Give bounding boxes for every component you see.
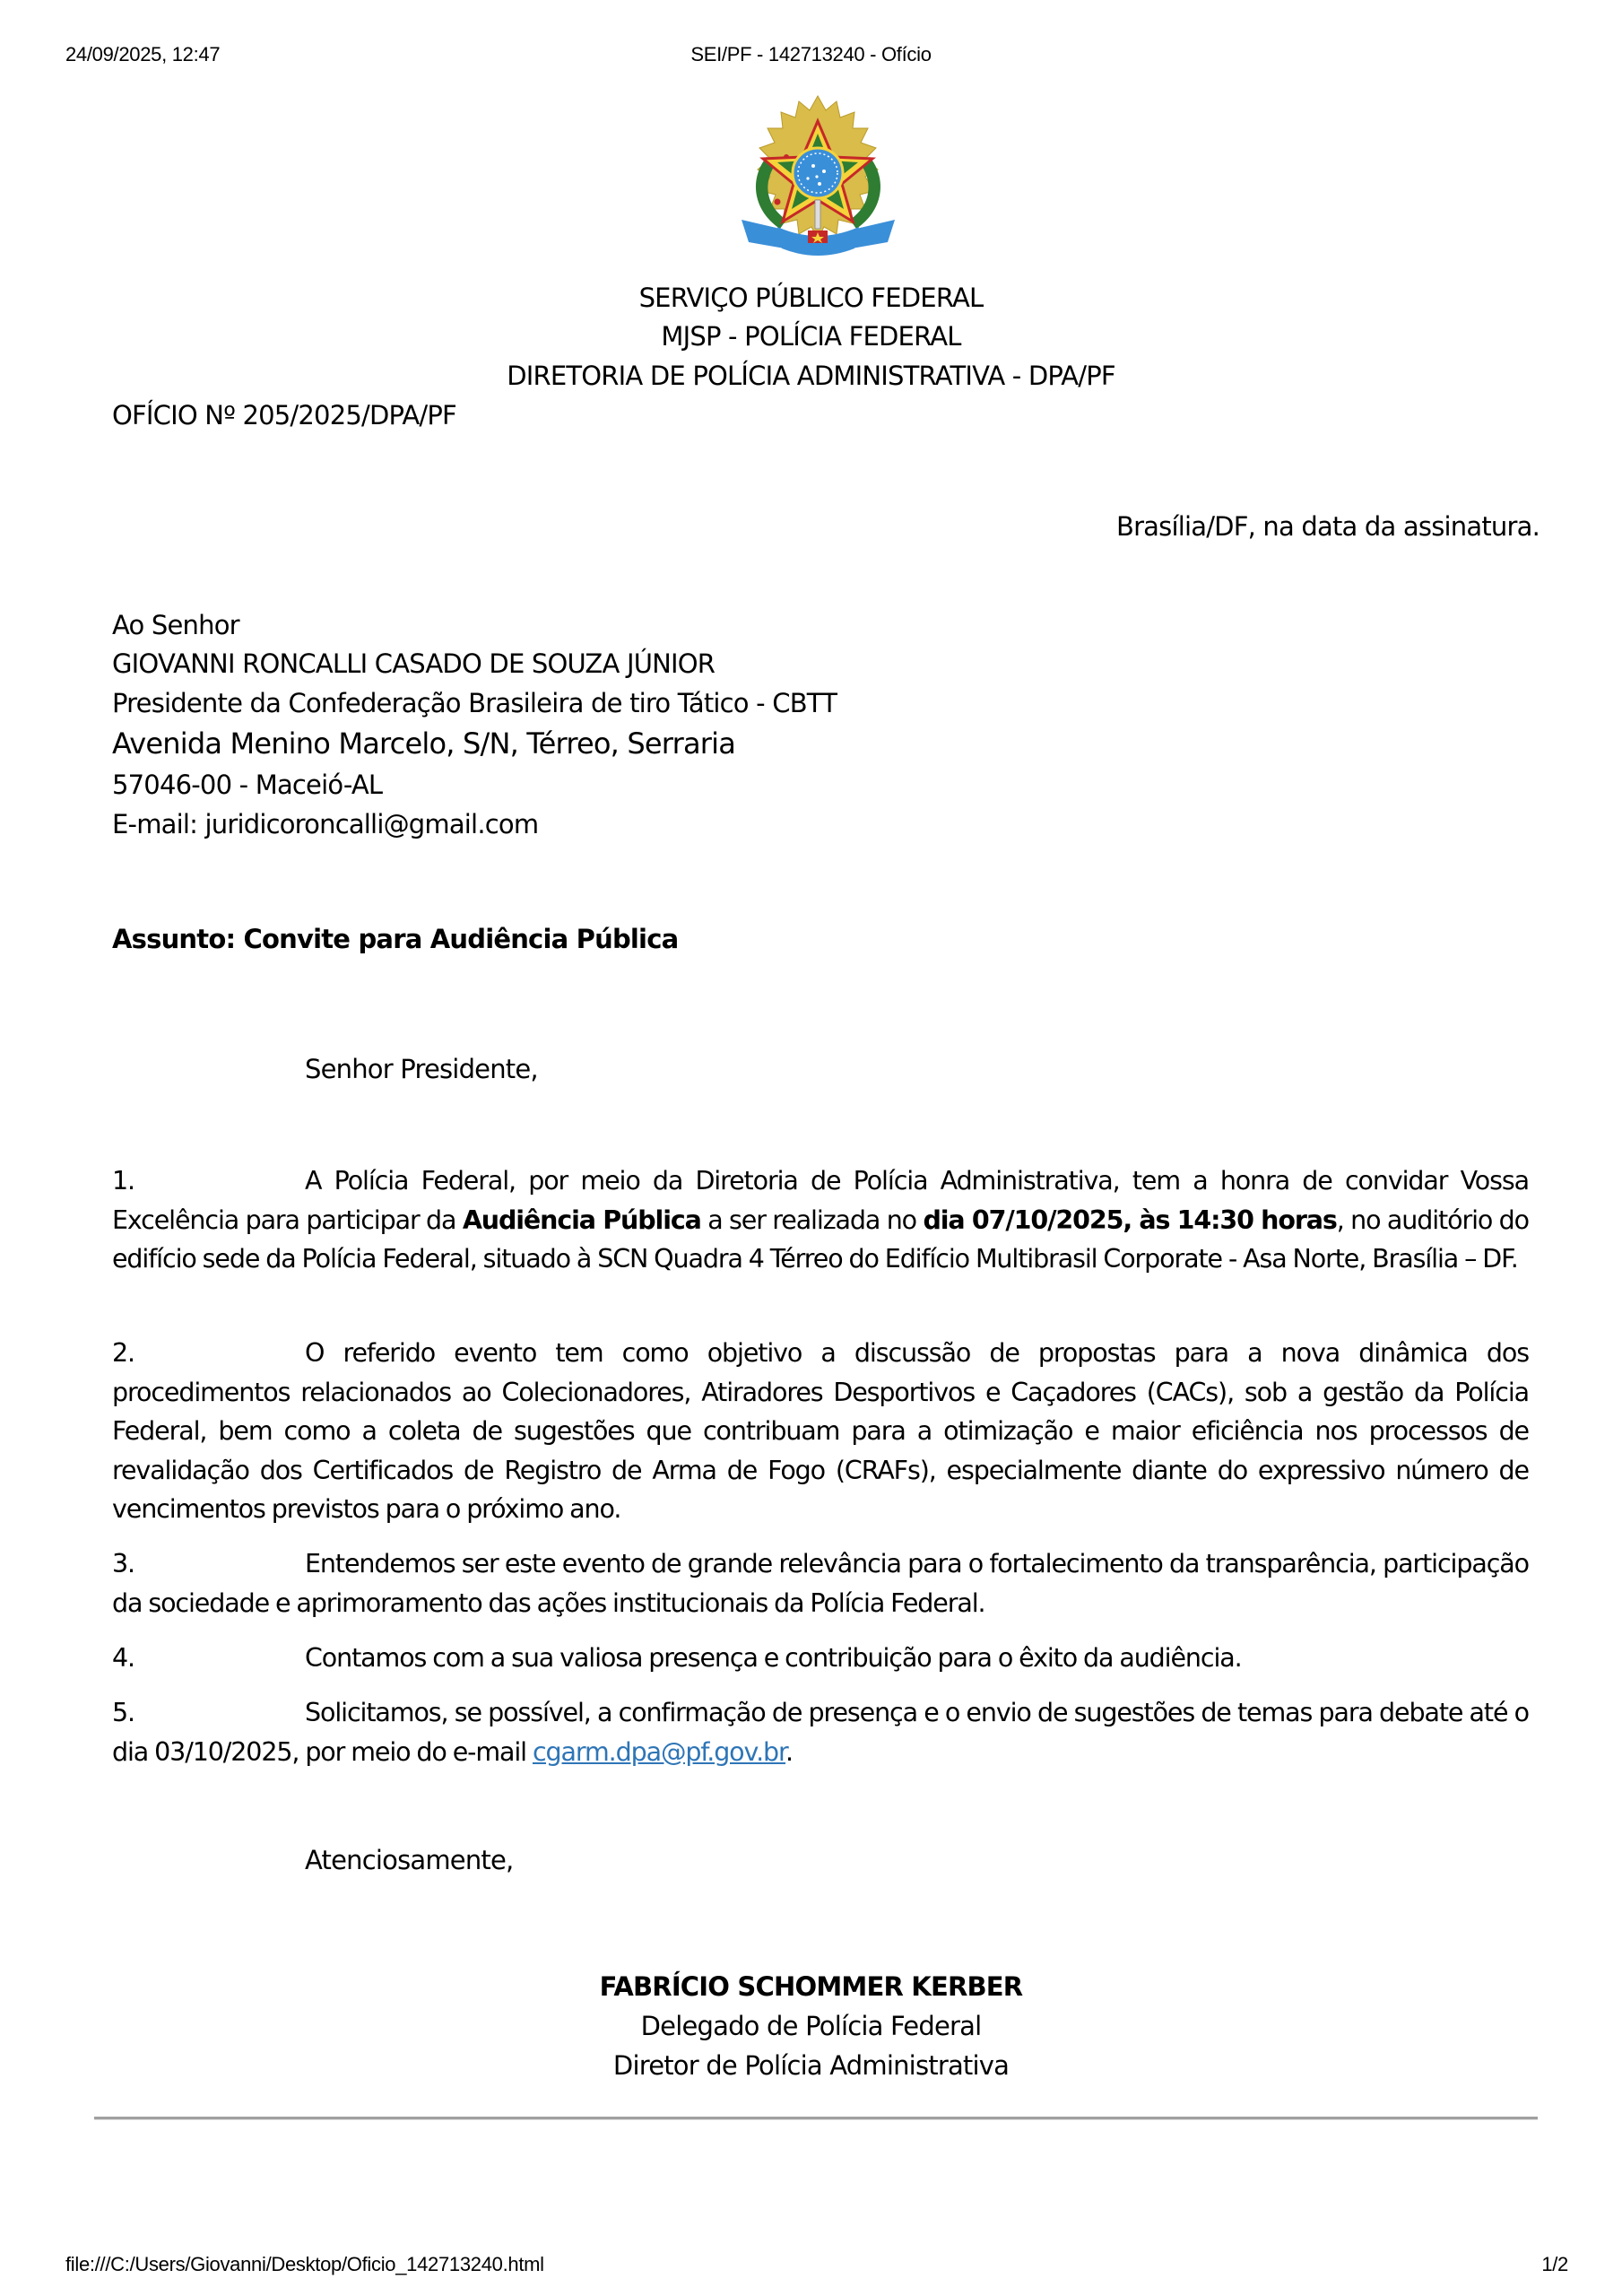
print-footer-page: 1/2 [1541, 2253, 1568, 2275]
print-header-datetime: 24/09/2025, 12:47 [65, 43, 221, 65]
paragraph-bold-text: Audiência Pública [462, 1205, 701, 1235]
brazil-coat-of-arms-emblem [731, 94, 906, 265]
header-line-ministry: MJSP - POLÍCIA FEDERAL [661, 321, 961, 352]
horizontal-divider [94, 2117, 1538, 2120]
paragraph-3 [112, 1544, 1529, 1622]
signatory-name: FABRÍCIO SCHOMMER KERBER [599, 1971, 1023, 2002]
header-line-directorate: DIRETORIA DE POLÍCIA ADMINISTRATIVA - DPA/PF [507, 361, 1115, 391]
sword-shape [815, 200, 820, 229]
addressee-email: E-mail: juridicoroncalli@gmail.com [112, 809, 539, 839]
paragraph-2 [112, 1334, 1529, 1529]
paragraph-text: A Polícia Federal, por meio da Diretoria de Polícia Administrativa, tem a honra de convidar Vossa Excelência para participar da [112, 1166, 1529, 1235]
print-header-title: SEI/PF - 142713240 - Ofício [690, 43, 932, 65]
paragraph-text: , no auditório do edifício sede da Polícia Federal, situado à SCN Quadra 4 Térreo do Edifício Multibrasil Corporate - Asa Norte, Brasília – DF. [112, 1205, 1529, 1274]
salutation: Senhor Presidente, [305, 1054, 538, 1084]
addressee-city: 57046-00 - Maceió-AL [112, 770, 383, 800]
place-date: Brasília/DF, na data da assinatura. [1115, 511, 1540, 542]
paragraph-bold-date: dia 07/10/2025, às 14:30 horas [923, 1205, 1337, 1235]
paragraph-1 [112, 1161, 1529, 1279]
email-link[interactable]: cgarm.dpa@pf.gov.br [532, 1736, 786, 1767]
signatory-role: Diretor de Polícia Administrativa [612, 2050, 1010, 2081]
paragraph-text: a ser realizada no [700, 1205, 924, 1235]
paragraph-text: Solicitamos, se possível, a confirmação de presença e o envio de sugestões de temas para debate até o dia 03/10/2025, por meio do e-mail [112, 1698, 1529, 1767]
paragraph-text: . [785, 1736, 793, 1767]
paragraph-number: 5. [112, 1698, 134, 1727]
paragraph-text: O referido evento tem como objetivo a discussão de propostas para a nova dinâmica dos procedimentos relacionados ao Colecionadores, Atiradores Desportivos e Caçadores (CACs), sob a gestão da Polícia Federal, bem como a coleta de sugestões que contribuam para a otimização e maior eficiência nos processos de revalidação dos Certificados de Registro de Arma de Fogo (CRAFs), especialmente diante do expressivo número de vencimentos previstos para o próximo ano. [112, 1338, 1529, 1525]
document-number: OFÍCIO Nº 205/2025/DPA/PF [112, 400, 456, 430]
paragraph-text: Contamos com a sua valiosa presença e contribuição para o êxito da audiência. [305, 1643, 1242, 1673]
paragraph-5 [112, 1693, 1529, 1771]
addressee-street: Avenida Menino Marcelo, S/N, Térreo, Serraria [112, 726, 736, 761]
paragraph-number: 3. [112, 1549, 134, 1578]
addressee-name: GIOVANNI RONCALLI CASADO DE SOUZA JÚNIOR [112, 648, 716, 679]
addressee-greeting: Ao Senhor [112, 610, 239, 640]
blue-circle-shape [793, 148, 843, 198]
paragraph-number: 1. [112, 1166, 134, 1196]
print-footer-path: file:///C:/Users/Giovanni/Desktop/Oficio_142713240.html [65, 2253, 544, 2275]
header-line-service: SERVIÇO PÚBLICO FEDERAL [638, 283, 984, 313]
addressee-position: Presidente da Confederação Brasileira de tiro Tático - CBTT [112, 688, 837, 718]
subject-line: Assunto: Convite para Audiência Pública [112, 924, 679, 954]
closing: Atenciosamente, [305, 1845, 514, 1875]
paragraph-number: 4. [112, 1643, 134, 1673]
signatory-title: Delegado de Polícia Federal [640, 2011, 982, 2041]
paragraph-number: 2. [112, 1338, 134, 1368]
paragraph-text: Entendemos ser este evento de grande relevância para o fortalecimento da transparência, participação da sociedade e aprimoramento das ações institucionais da Polícia Federal. [112, 1549, 1529, 1618]
paragraph-4 [112, 1639, 1529, 1678]
